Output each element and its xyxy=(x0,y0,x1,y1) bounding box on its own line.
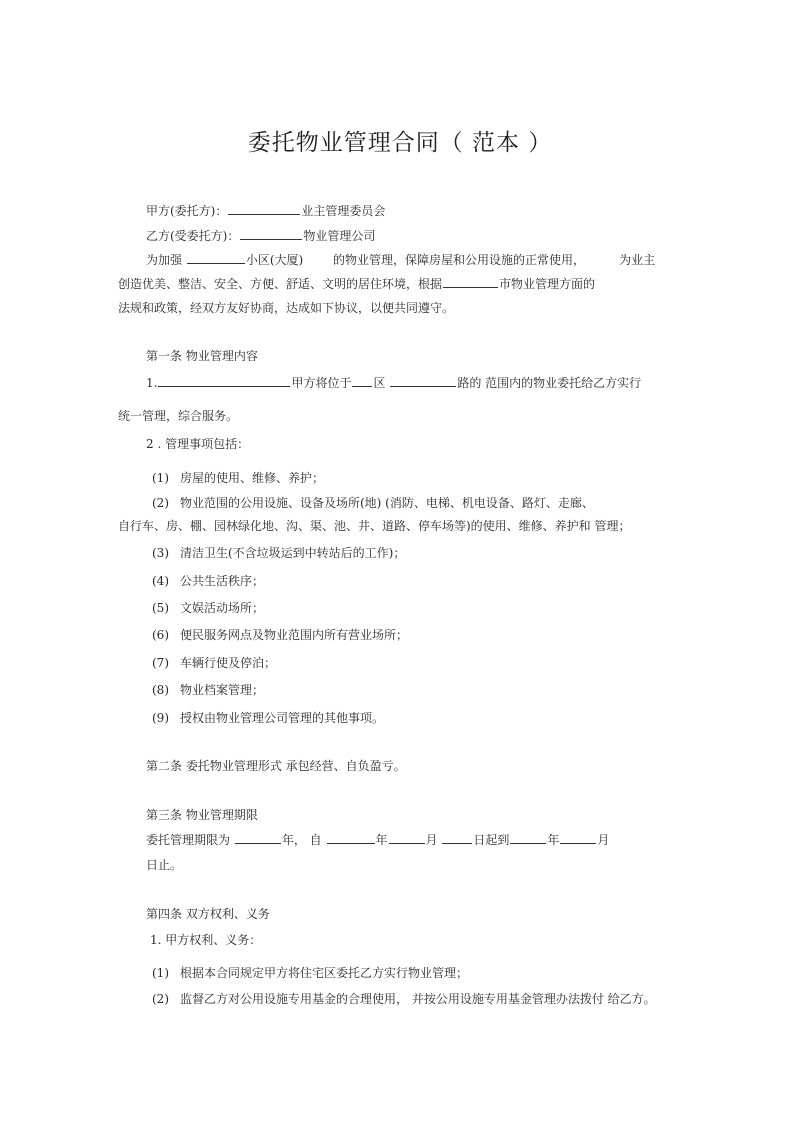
list-item-text: 授权由物业管理公司管理的其他事项。 xyxy=(180,711,385,725)
blank-city xyxy=(443,276,498,288)
party-a-name: 业主管理委员会 xyxy=(301,204,386,218)
term-text: 月 xyxy=(425,833,438,847)
term-text: 日起到 xyxy=(473,833,510,847)
list-item xyxy=(152,600,264,616)
article-1-item-1-cont: 统一管理，综合服务。 xyxy=(118,409,239,423)
list-item xyxy=(152,470,324,486)
list-item xyxy=(152,965,468,981)
document-title: 委托物业管理合同（ 范本 ） xyxy=(247,130,553,156)
list-item-number: (2) xyxy=(152,496,169,510)
term-text: 年 xyxy=(547,833,560,847)
list-item-text: 房屋的使用、维修、养护； xyxy=(180,471,325,485)
list-item xyxy=(152,655,276,671)
term-text: 年 xyxy=(375,833,388,847)
blank-start-day xyxy=(442,832,472,844)
article-3-term-line xyxy=(146,832,609,848)
list-item-number: (1) xyxy=(152,966,169,980)
preamble-line-2 xyxy=(118,276,595,292)
list-item xyxy=(152,545,405,561)
blank-end-month xyxy=(560,832,596,844)
preamble-text: 为业主 xyxy=(619,253,656,267)
list-item-text: 文娱活动场所； xyxy=(180,601,265,615)
preamble-text: 创造优美、整洁、安全、方便、舒适、文明的居住环境，根据 xyxy=(118,277,443,291)
list-item-number: (8) xyxy=(152,683,169,697)
list-item-text: 监督乙方对公用设施专用基金的合理使用， 并按公用设施专用基金管理办法拨付 给乙方。 xyxy=(180,992,656,1006)
list-item-text: 物业档案管理； xyxy=(180,683,265,697)
blank-area xyxy=(352,375,372,387)
blank-district xyxy=(187,252,245,264)
term-text: 委托管理期限为 xyxy=(146,833,231,847)
list-item-number: (5) xyxy=(152,601,169,615)
list-item xyxy=(152,991,656,1007)
article-4-sub-1: 1. 甲方权利、义务： xyxy=(150,933,262,947)
party-a-line xyxy=(146,203,385,219)
list-item xyxy=(152,573,264,589)
item-text: 区 xyxy=(373,376,386,390)
preamble-text: 的物业管理，保障房屋和公用设施的正常使用， xyxy=(333,253,586,267)
blank-start-year xyxy=(327,832,375,844)
party-b-line xyxy=(146,228,375,244)
preamble-text: 为加强 xyxy=(146,253,183,267)
list-item-number: (7) xyxy=(152,656,169,670)
list-item xyxy=(152,495,594,511)
blank-location xyxy=(158,375,290,387)
term-text: 年， 自 xyxy=(281,833,322,847)
blank-road xyxy=(390,375,456,387)
list-item-number: (6) xyxy=(152,628,169,642)
preamble-text: 小区(大厦) xyxy=(245,253,304,267)
list-item-text: 便民服务网点及物业范围内所有营业场所； xyxy=(180,628,409,642)
item-text: 甲方将位于 xyxy=(291,376,352,390)
blank-end-year xyxy=(510,832,546,844)
article-2-heading: 第二条 委托物业管理形式 承包经营、自负盈亏。 xyxy=(146,759,406,773)
party-a-blank xyxy=(228,203,300,215)
blank-start-month xyxy=(389,832,425,844)
list-item-text: 根据本合同规定甲方将住宅区委托乙方实行物业管理； xyxy=(180,966,469,980)
list-item xyxy=(152,710,384,726)
list-item-number: (3) xyxy=(152,546,169,560)
article-1-item-1 xyxy=(146,375,641,391)
list-item-text: 清洁卫生(不含垃圾运到中转站后的工作)； xyxy=(180,546,406,560)
list-item-number: (4) xyxy=(152,574,169,588)
blank-years xyxy=(235,832,281,844)
item-text: 路的 范围内的物业委托给乙方实行 xyxy=(457,376,642,390)
list-item-number: (1) xyxy=(152,471,169,485)
list-item-number: (2) xyxy=(152,992,169,1006)
article-1-heading: 第一条 物业管理内容 xyxy=(146,349,258,363)
list-item xyxy=(152,682,264,698)
party-b-blank xyxy=(240,228,302,240)
article-4-heading: 第四条 双方权利、义务 xyxy=(146,907,270,921)
list-item-number: (9) xyxy=(152,711,169,725)
list-item-text: 车辆行使及停泊； xyxy=(180,656,277,670)
list-item-text: 物业范围的公用设施、设备及场所(地) (消防、电梯、机电设备、路灯、走廊、 xyxy=(180,496,594,510)
item-number: 1. xyxy=(146,376,158,390)
party-a-label: 甲方(委托方)： xyxy=(146,204,228,218)
article-1-item-2: 2 . 管理事项包括： xyxy=(146,437,250,451)
preamble-line-3: 法规和政策，经双方友好协商，达成如下协议，以便共同遵守。 xyxy=(118,301,455,315)
preamble-line-1 xyxy=(146,252,655,268)
list-item xyxy=(118,518,631,534)
party-b-label: 乙方(受委托方)： xyxy=(146,229,240,243)
party-b-name: 物业管理公司 xyxy=(303,229,376,243)
term-text: 月 xyxy=(597,833,610,847)
article-3-term-end: 日止。 xyxy=(146,858,183,872)
list-item-text: 自行车、房、棚、园林绿化地、沟、渠、池、井、道路、停车场等)的使用、维修、养护和 管理； xyxy=(118,519,631,533)
list-item-text: 公共生活秩序； xyxy=(180,574,265,588)
list-item xyxy=(152,627,408,643)
article-3-heading: 第三条 物业管理期限 xyxy=(146,808,258,822)
preamble-text: 市物业管理方面的 xyxy=(499,277,596,291)
